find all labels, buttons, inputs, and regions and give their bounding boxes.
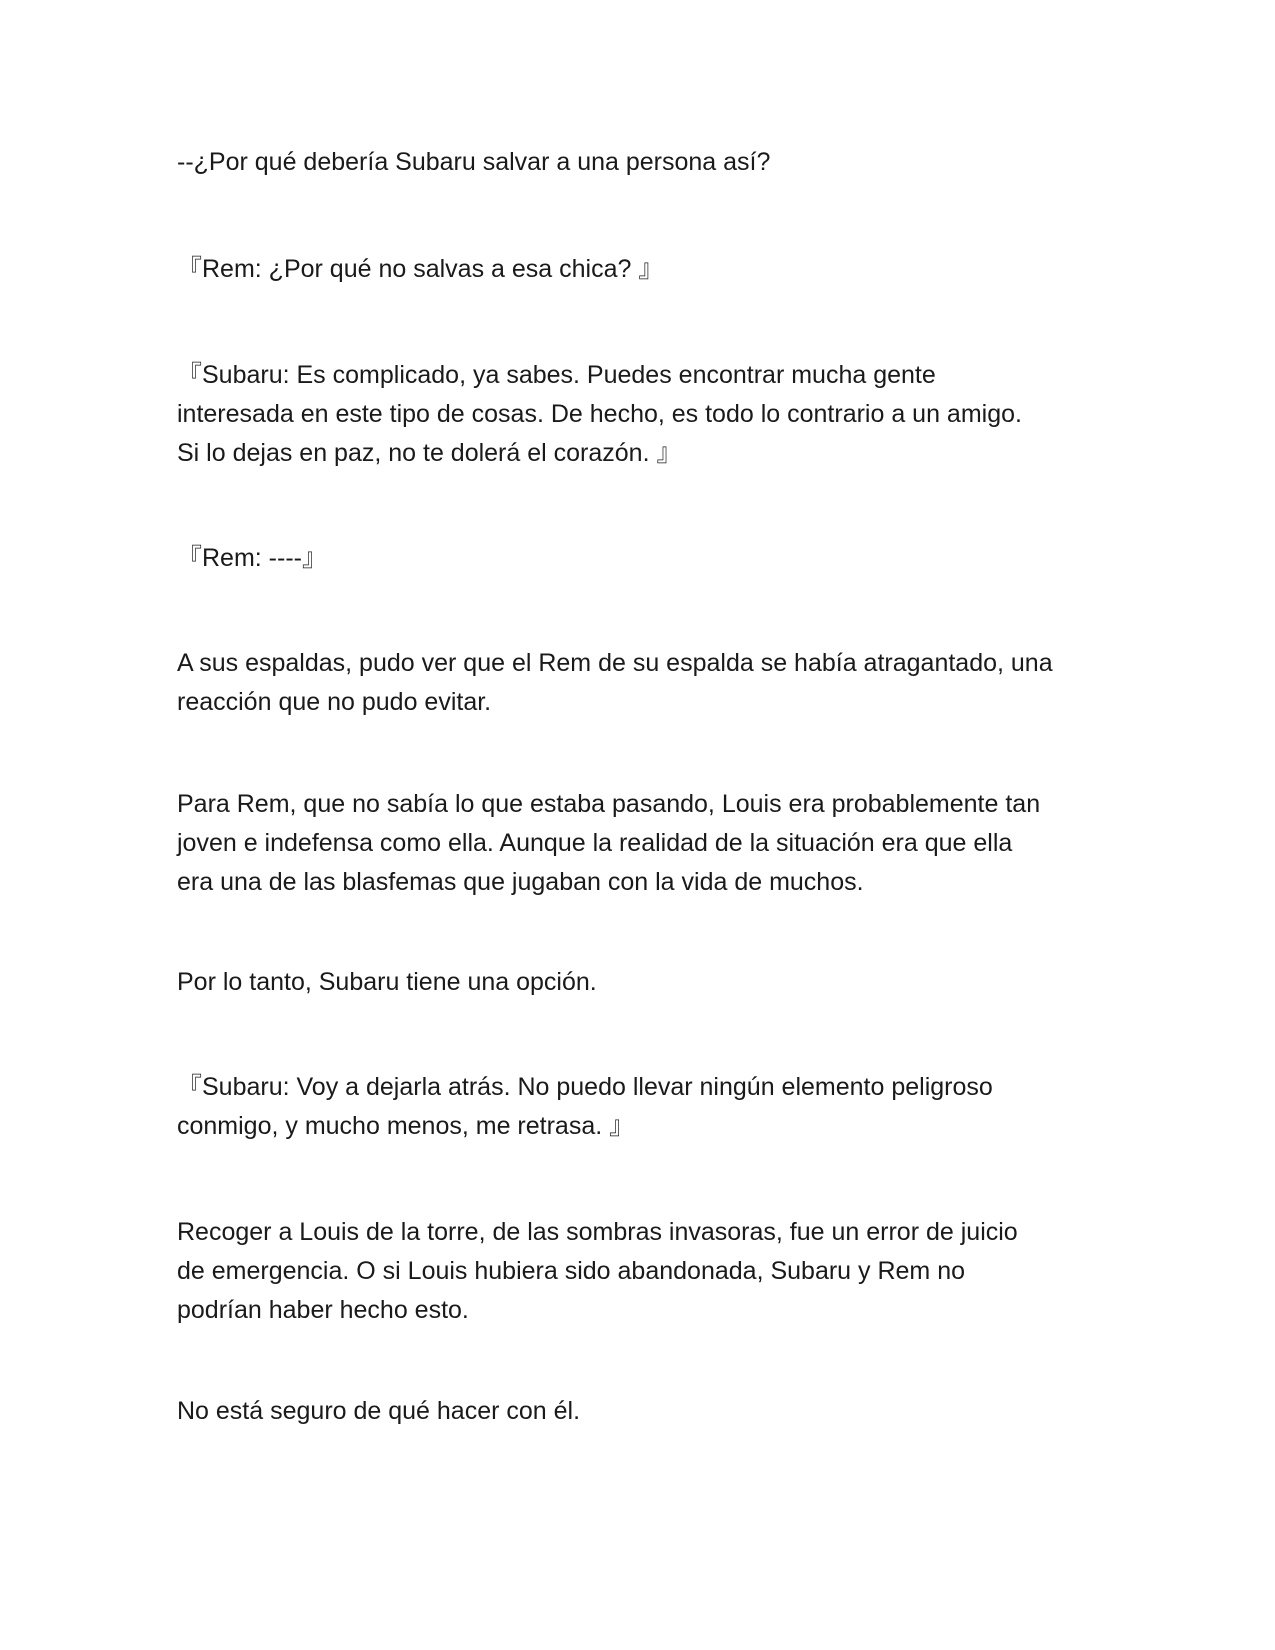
paragraph-narration-4: Recoger a Louis de la torre, de las sombras invasoras, fue un error de juicio de emergencia. O si Louis hubiera sido abandonada, Subaru y Rem no podrían haber hecho esto. bbox=[177, 1218, 1018, 1324]
paragraph-rem-question: 『Rem: ¿Por qué no salvas a esa chica? 』 bbox=[177, 255, 664, 283]
paragraph-narration-1: A sus espaldas, pudo ver que el Rem de su espalda se había atragantado, una reacción que no pudo evitar. bbox=[177, 649, 1053, 716]
paragraph-subaru-reply: 『Subaru: Es complicado, ya sabes. Puedes encontrar mucha gente interesada en este tipo de cosas. De hecho, es todo lo contrario a un amigo. Si lo dejas en paz, no te dolerá el corazón. 』 bbox=[177, 361, 1022, 467]
paragraph-narration-5: No está seguro de qué hacer con él. bbox=[177, 1397, 581, 1425]
paragraph-1: --¿Por qué debería Subaru salvar a una persona así? bbox=[177, 148, 771, 176]
paragraph-rem-silence: 『Rem: ----』 bbox=[177, 544, 327, 572]
paragraph-subaru-decision: 『Subaru: Voy a dejarla atrás. No puedo llevar ningún elemento peligroso conmigo, y mucho menos, me retrasa. 』 bbox=[177, 1073, 993, 1140]
paragraph-narration-3: Por lo tanto, Subaru tiene una opción. bbox=[177, 968, 597, 996]
paragraph-narration-2: Para Rem, que no sabía lo que estaba pasando, Louis era probablemente tan joven e indefensa como ella. Aunque la realidad de la situación era que ella era una de las blasfemas que jugaban con la vida de muchos. bbox=[177, 790, 1041, 896]
